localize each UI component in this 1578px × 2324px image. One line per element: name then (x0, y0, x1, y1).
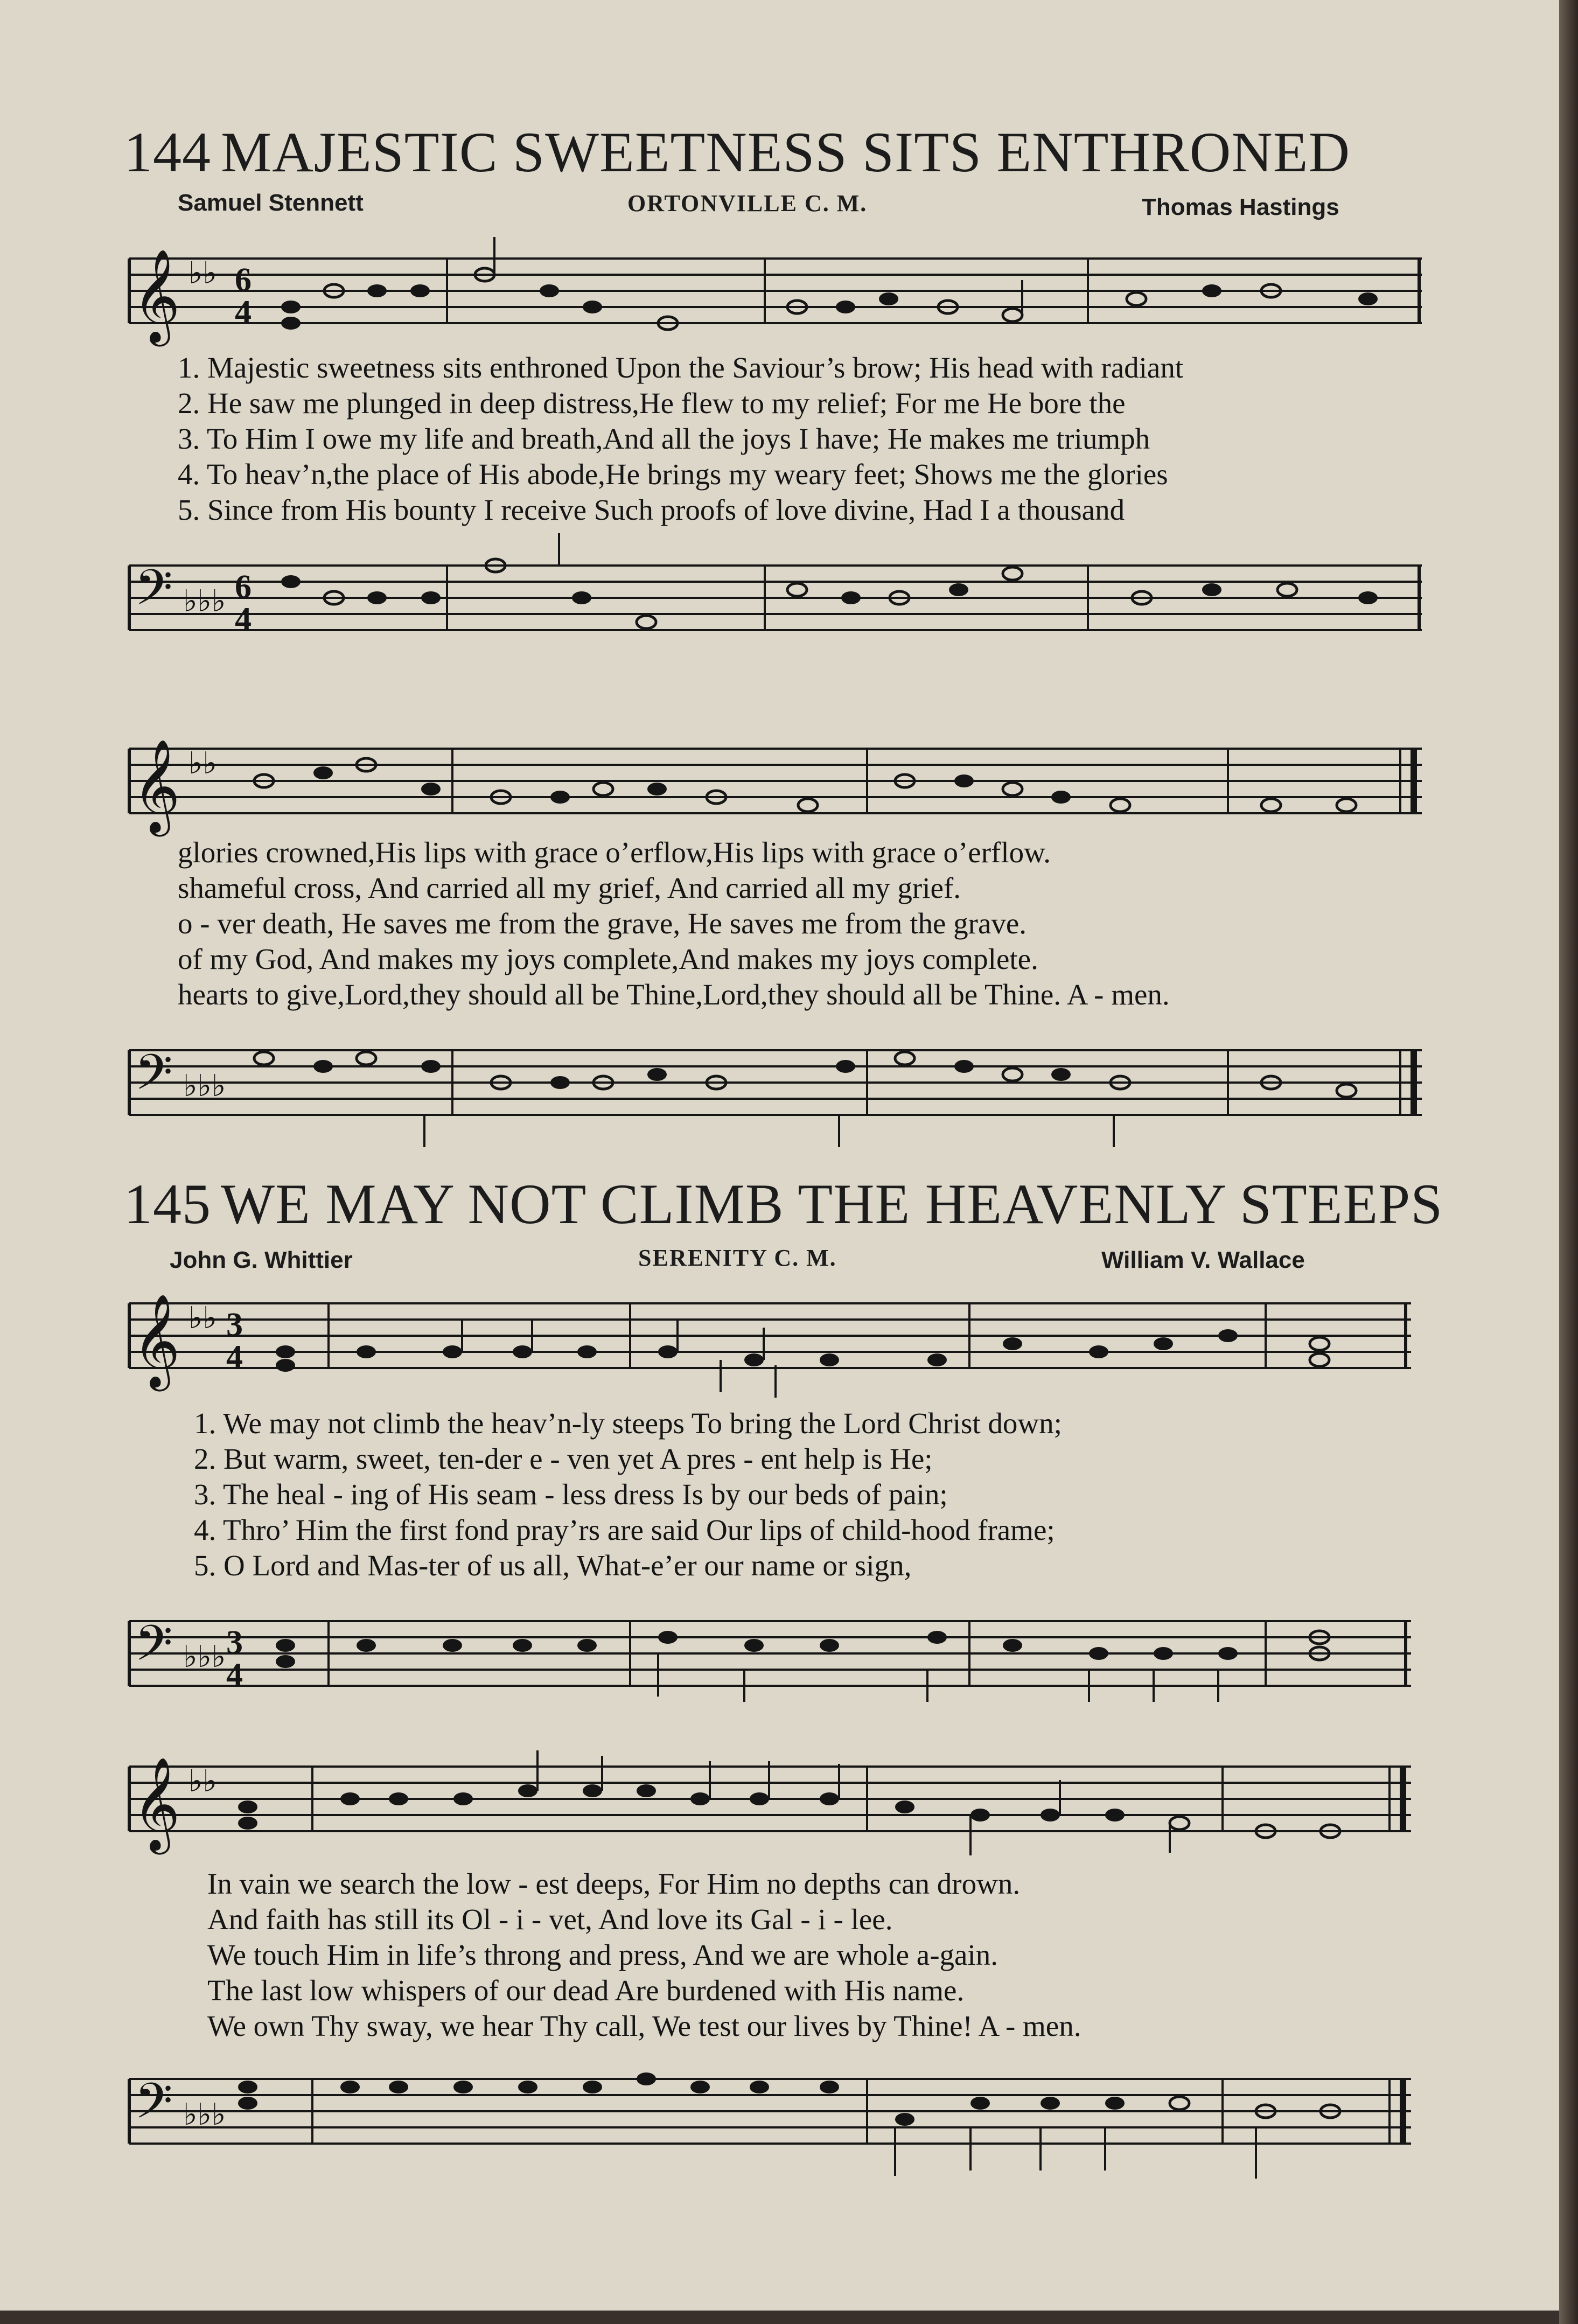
hymn-144-title (124, 120, 1350, 185)
time-signature-top: 6 (235, 569, 252, 605)
verse-2-line-2: shameful cross, And carried all my grief, And carried all my grief. (178, 871, 961, 904)
hymn-number: 145 (124, 1173, 211, 1236)
time-signature-top: 3 (226, 1624, 243, 1661)
verse-4-line-2: The last low whispers of our dead Are burdened with His name. (207, 1974, 965, 2007)
verse-3-line-2: We touch Him in life’s throng and press, And we are whole a-gain. (207, 1938, 998, 1971)
time-signature-bottom: 4 (235, 294, 252, 331)
verse-4-line-2: of my God, And makes my joys complete,And makes my joys complete. (178, 943, 1038, 975)
verse-4-line-1: 4. To heav’n,the place of His abode,He brings my weary feet; Shows me the glories (178, 458, 1168, 491)
verse-1-line-1: 1. We may not climb the heav’n-ly steeps To bring the Lord Christ down; (194, 1407, 1062, 1440)
hymn-145-verses-line-1 (194, 1406, 1062, 1583)
hymn-145-treble-staff-2 (129, 1745, 1411, 1869)
time-signature-bottom: 4 (226, 1339, 243, 1376)
hymn-145-verses-line-2 (207, 1866, 1081, 2044)
hymn-145-author: John G. Whittier (170, 1247, 353, 1273)
verse-5-line-1: 5. O Lord and Mas-ter of us all, What-e’er our name or sign, (194, 1549, 912, 1582)
hymn-144-tune: ORTONVILLE C. M. (627, 190, 868, 217)
svg-text:𝄢: 𝄢 (135, 1044, 173, 1113)
verse-3-line-2: o - ver death, He saves me from the grave, He saves me from the grave. (178, 907, 1027, 940)
hymn-145-composer: William V. Wallace (1101, 1247, 1305, 1273)
hymn-145-treble-staff-1 (129, 1282, 1411, 1406)
verse-5-line-2: We own Thy sway, we hear Thy call, We test our lives by Thine! A - men. (207, 2009, 1081, 2042)
hymn-144-treble-staff-1 (129, 237, 1422, 345)
time-signature-bottom: 4 (226, 1657, 243, 1693)
hymn-145-tune: SERENITY C. M. (638, 1245, 837, 1271)
hymn-144-composer: Thomas Hastings (1142, 194, 1339, 220)
svg-text:♭♭: ♭♭ (188, 1764, 217, 1799)
hymn-number: 144 (124, 121, 211, 184)
svg-text:♭♭: ♭♭ (188, 746, 217, 781)
svg-text:♭♭♭: ♭♭♭ (183, 1639, 226, 1674)
verse-1-line-1: 1. Majestic sweetness sits enthroned Upon the Saviour’s brow; His head with radiant (178, 351, 1184, 384)
verse-2-line-2: And faith has still its Ol - i - vet, And love its Gal - i - lee. (207, 1903, 893, 1936)
hymn-144-bass-staff-2 (129, 1018, 1422, 1131)
hymn-145-title (124, 1171, 1443, 1237)
hymn-144-verses-line-2 (178, 835, 1170, 1013)
time-signature-top: 6 (235, 262, 252, 298)
verse-1-line-2: glories crowned,His lips with grace o’erflow,His lips with grace o’erflow. (178, 836, 1051, 869)
verse-1-line-2: In vain we search the low - est deeps, For Him no depths can drown. (207, 1867, 1021, 1900)
svg-text:𝄞: 𝄞 (132, 1294, 180, 1387)
verse-5-line-1: 5. Since from His bounty I receive Such proofs of love divine, Had I a thousand (178, 493, 1125, 526)
verse-2-line-1: 2. But warm, sweet, ten-der e - ven yet A pres - ent help is He; (194, 1442, 933, 1475)
svg-text:𝄢: 𝄢 (135, 1615, 173, 1684)
svg-text:𝄢: 𝄢 (135, 2072, 173, 2141)
svg-text:♭♭♭: ♭♭♭ (183, 584, 226, 619)
verse-5-line-2: hearts to give,Lord,they should all be Thine,Lord,they should all be Thine. A - men. (178, 978, 1170, 1011)
verse-4-line-1: 4. Thro’ Him the first fond pray’rs are said Our lips of child-hood frame; (194, 1513, 1055, 1546)
hymn-144-treble-staff-2 (129, 727, 1422, 835)
hymn-145-bass-staff-2 (129, 2047, 1411, 2187)
svg-text:𝄞: 𝄞 (132, 1757, 180, 1851)
svg-text:♭♭♭: ♭♭♭ (183, 2097, 226, 2132)
svg-text:𝄞: 𝄞 (132, 249, 180, 343)
svg-text:♭♭: ♭♭ (188, 256, 217, 291)
hymn-title-text: WE MAY NOT CLIMB THE HEAVENLY STEEPS (221, 1173, 1443, 1236)
time-signature-bottom: 4 (235, 601, 252, 638)
verse-2-line-1: 2. He saw me plunged in deep distress,He flew to my relief; For me He bore the (178, 387, 1126, 420)
verse-3-line-1: 3. The heal - ing of His seam - less dress Is by our beds of pain; (194, 1478, 948, 1511)
time-signature-top: 3 (226, 1307, 243, 1343)
svg-text:𝄞: 𝄞 (132, 739, 180, 833)
hymn-144-verses-line-1 (178, 350, 1183, 528)
hymn-144-author: Samuel Stennett (178, 190, 364, 216)
hymn-title-text: MAJESTIC SWEETNESS SITS ENTHRONED (221, 121, 1351, 184)
verse-3-line-1: 3. To Him I owe my life and breath,And all the joys I have; He makes me triumph (178, 422, 1150, 455)
book-binding (1559, 0, 1578, 2324)
hymn-144-bass-staff-1 (129, 533, 1422, 646)
page-edge (0, 2311, 1559, 2324)
svg-text:♭♭♭: ♭♭♭ (183, 1069, 226, 1104)
hymn-145-bass-staff-1 (129, 1589, 1411, 1718)
svg-text:𝄢: 𝄢 (135, 559, 173, 628)
svg-text:♭♭: ♭♭ (188, 1301, 217, 1336)
